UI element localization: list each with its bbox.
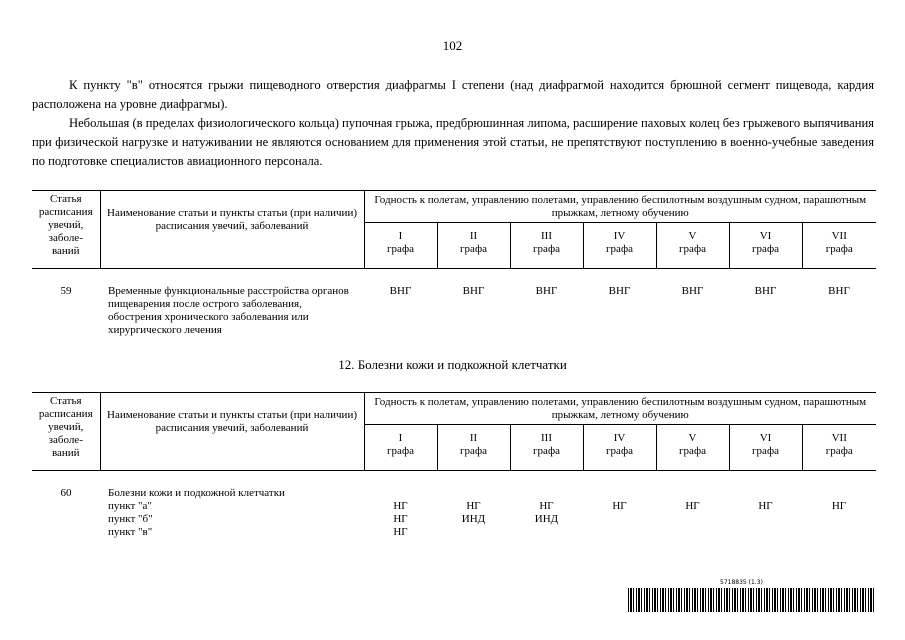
row-value: ВНГ xyxy=(754,285,777,297)
row-value: ВНГ xyxy=(681,285,704,297)
fitness-table-2 xyxy=(32,392,876,539)
row-value: НГ xyxy=(612,500,627,512)
table-row xyxy=(32,471,876,540)
fitness-table-1 xyxy=(32,190,876,337)
header-column-2: II графа xyxy=(437,223,510,269)
barcode xyxy=(628,588,876,612)
header-column-6: VI графа xyxy=(729,425,802,471)
row-value: ВНГ xyxy=(828,285,850,297)
paragraph-2: Небольшая (в пределах физиологического кольца) пупочная грыжа, предбрюшинная липома, расширение паховых колец без грыжевого выпячивания при физической нагрузке и натуживании не являются основанием для применения этой статьи, не препятствуют поступлению в военно-учебные заведения по подготовке специалистов авиационного персонала. xyxy=(32,116,874,168)
section-title: 12. Болезни кожи и подкожной клетчатки xyxy=(338,357,567,372)
row-value: НГ ИНД xyxy=(534,500,559,525)
row-value: НГ xyxy=(831,500,847,512)
item-c: пункт "в" xyxy=(108,526,153,538)
header-column-7: VII графа xyxy=(802,425,876,471)
header-fitness: Годность к полетам, управлению полетами, управлению беспилотным воздушным судном, парашютным прыжкам, летному обучению xyxy=(364,191,876,223)
header-article: Статья расписания увечий, заболе- ваний xyxy=(32,393,100,471)
header-column-5: V графа xyxy=(656,425,729,471)
row-number: 59 xyxy=(60,285,72,297)
header-name: Наименование статьи и пункты статьи (при наличии) расписания увечий, заболеваний xyxy=(100,393,364,471)
paragraph-1: К пункту "в" относятся грыжи пищеводного отверстия диафрагмы I степени (над диафрагмой находится брюшной сегмент пищевода, кардия расположена на уровне диафрагмы). xyxy=(32,78,874,111)
header-column-2: II графа xyxy=(437,425,510,471)
header-column-4: IV графа xyxy=(583,425,656,471)
row-number: 60 xyxy=(60,487,72,499)
header-column-5: V графа xyxy=(656,223,729,269)
row-value: НГ НГ НГ xyxy=(393,500,408,538)
header-name: Наименование статьи и пункты статьи (при наличии) расписания увечий, заболеваний xyxy=(100,191,364,269)
item-b: пункт "б" xyxy=(108,513,153,525)
header-column-3: III графа xyxy=(510,223,583,269)
table-row xyxy=(32,269,876,338)
row-value: ВНГ xyxy=(462,285,485,297)
header-column-7: VII графа xyxy=(802,223,876,269)
row-value: НГ xyxy=(758,500,773,512)
item-a: пункт "а" xyxy=(108,500,152,512)
row-name: Временные функциональные расстройства органов пищеварения после острого заболевания, обострения хронического заболевания или хирургического лечения xyxy=(108,285,349,336)
header-column-1: I графа xyxy=(364,223,437,269)
header-column-1: I графа xyxy=(364,425,437,471)
row-value: ВНГ xyxy=(535,285,558,297)
header-fitness: Годность к полетам, управлению полетами, управлению беспилотным воздушным судном, парашютным прыжкам, летному обучению xyxy=(364,393,876,425)
page-number: 102 xyxy=(442,38,463,53)
row-value: НГ xyxy=(685,500,700,512)
header-article: Статья расписания увечий, заболе- ваний xyxy=(32,191,100,269)
row-name: Болезни кожи и подкожной клетчатки пункт "а" пункт "б" пункт "в" xyxy=(100,471,364,540)
row-value: НГ ИНД xyxy=(461,500,486,525)
header-column-4: IV графа xyxy=(583,223,656,269)
barcode-number: 5718835 (1.3) xyxy=(720,579,763,586)
row-value: ВНГ xyxy=(608,285,631,297)
header-column-3: III графа xyxy=(510,425,583,471)
header-column-6: VI графа xyxy=(729,223,802,269)
row-value: ВНГ xyxy=(389,285,412,297)
